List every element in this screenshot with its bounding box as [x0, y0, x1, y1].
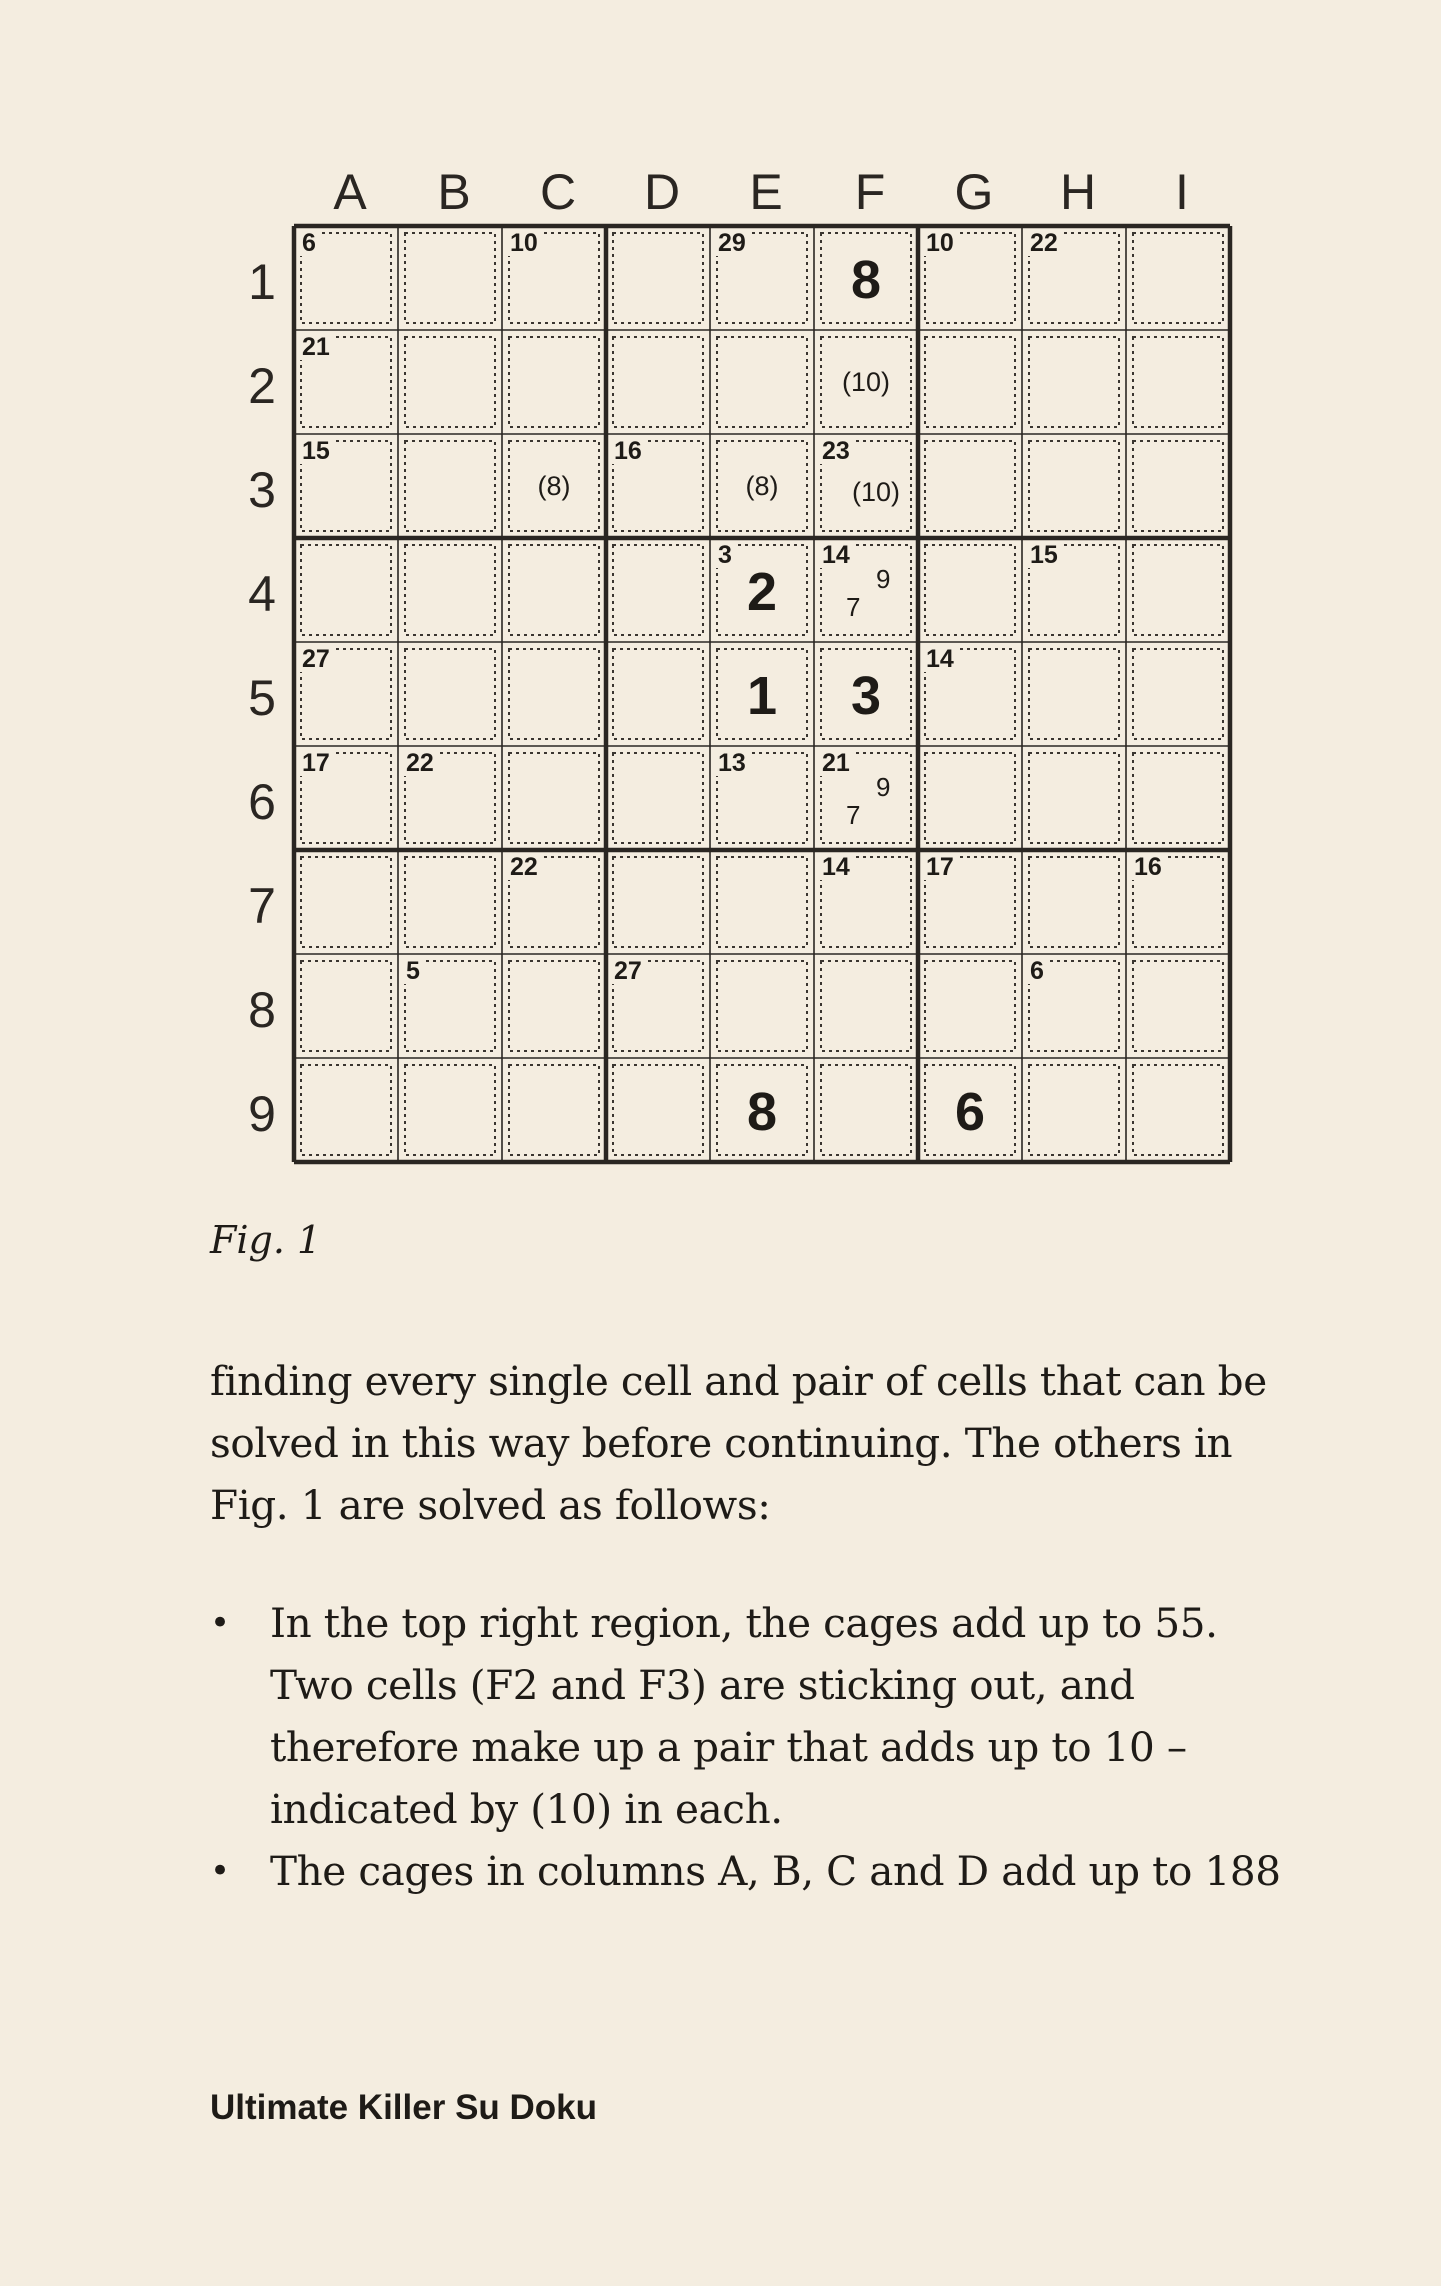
cage-outline — [509, 961, 599, 1051]
cage-outline — [405, 857, 495, 947]
solved-digit: 8 — [746, 1082, 778, 1142]
column-label: D — [643, 164, 681, 220]
column-label: C — [539, 164, 577, 220]
cage-outline — [1029, 649, 1119, 739]
cage-outline — [1133, 961, 1223, 1051]
cage-cell — [1022, 954, 1126, 1058]
cage-sum-label: 5 — [406, 957, 420, 985]
cage-sum-label: 27 — [302, 645, 330, 673]
candidate-cell — [814, 538, 918, 642]
cage-outline — [1133, 441, 1223, 531]
column-label: E — [749, 164, 783, 220]
candidate-digit: 7 — [846, 592, 861, 622]
cage-outline — [717, 857, 807, 947]
book-title-footer: Ultimate Killer Su Doku — [210, 2088, 598, 2127]
cage-cell — [606, 434, 710, 538]
pair-note-cell — [814, 434, 918, 538]
cage-sum-label: 14 — [926, 645, 954, 673]
cage-sum-label: 22 — [510, 853, 538, 881]
column-label: G — [954, 164, 994, 220]
cage-outline — [405, 545, 495, 635]
pair-sum-note: (8) — [537, 471, 571, 501]
candidate-digit: 7 — [846, 800, 861, 830]
cage-sum-label: 10 — [926, 229, 954, 257]
cage-outline — [1133, 1065, 1223, 1155]
cage-outline — [301, 1065, 391, 1155]
cage-outline — [1133, 545, 1223, 635]
cage-outline — [821, 961, 911, 1051]
cage-cell — [502, 226, 606, 330]
cage-outline — [613, 753, 703, 843]
solved-digit: 1 — [746, 666, 778, 726]
cage-outline — [1029, 441, 1119, 531]
solved-digit: 3 — [850, 666, 882, 726]
column-label: A — [333, 164, 367, 220]
candidate-cell — [814, 746, 918, 850]
solved-digit: 2 — [746, 562, 778, 622]
cage-sum-label: 16 — [1134, 853, 1162, 881]
cage-cell — [918, 226, 1022, 330]
cage-outline — [717, 961, 807, 1051]
cage-sum-label: 6 — [302, 229, 316, 257]
cage-sum-label: 21 — [822, 749, 850, 777]
row-label: 8 — [248, 982, 276, 1038]
cage-outline — [925, 753, 1015, 843]
cage-cell — [1022, 226, 1126, 330]
cage-sum-label: 15 — [1030, 541, 1058, 569]
cage-outline — [509, 753, 599, 843]
bullet-item: • The cages in columns A, B, C and D add up to 188 — [210, 1840, 1290, 1902]
pair-note-cell — [814, 330, 918, 434]
candidate-digit: 9 — [876, 564, 891, 594]
cage-outline — [1029, 1065, 1119, 1155]
cage-sum-label: 22 — [1030, 229, 1058, 257]
cage-cell — [294, 642, 398, 746]
cage-cell — [918, 642, 1022, 746]
cage-outline — [821, 1065, 911, 1155]
cage-outline — [1029, 857, 1119, 947]
pair-sum-note: (10) — [841, 367, 890, 397]
cage-cell — [606, 954, 710, 1058]
cage-outline — [613, 545, 703, 635]
cage-outline — [717, 337, 807, 427]
cage-outline — [1029, 753, 1119, 843]
candidate-digit: 9 — [876, 772, 891, 802]
bullet-item: • In the top right region, the cages add up to 55. Two cells (F2 and F3) are sticking out, and therefore make up a pair that adds up to 10 – indicated by (10) in each. — [210, 1592, 1290, 1840]
row-label: 7 — [248, 878, 276, 934]
cage-sum-label: 6 — [1030, 957, 1044, 985]
cage-outline — [613, 337, 703, 427]
cage-cell — [1126, 850, 1230, 954]
intro-paragraph: finding every single cell and pair of cells that can be solved in this way before continuing. The others in Fig. 1 are solved as follows: — [210, 1357, 1267, 1529]
cage-outline — [1133, 233, 1223, 323]
cage-outline — [301, 545, 391, 635]
solved-cell — [710, 538, 814, 642]
cage-cell — [398, 746, 502, 850]
cage-outline — [405, 1065, 495, 1155]
cage-cell — [710, 226, 814, 330]
solved-digit: 6 — [954, 1082, 986, 1142]
cage-sum-label: 22 — [406, 749, 434, 777]
cage-sum-label: 14 — [822, 853, 850, 881]
column-label: F — [854, 164, 886, 220]
killer-sudoku-grid — [294, 226, 1242, 1174]
cage-outline — [405, 441, 495, 531]
cage-sum-label: 10 — [510, 229, 538, 257]
solved-cell — [710, 1058, 814, 1162]
cage-sum-label: 3 — [718, 541, 732, 569]
row-label: 1 — [248, 254, 276, 310]
cage-sum-label: 23 — [822, 437, 850, 465]
cage-outline — [925, 545, 1015, 635]
cage-sum-label: 27 — [614, 957, 642, 985]
cage-sum-label: 15 — [302, 437, 330, 465]
row-label: 2 — [248, 358, 276, 414]
cage-outline — [301, 857, 391, 947]
pair-note-cell — [502, 434, 606, 538]
cage-outline — [1133, 753, 1223, 843]
solved-cell — [710, 642, 814, 746]
cage-sum-label: 16 — [614, 437, 642, 465]
solved-cell — [814, 642, 918, 746]
bullet-list — [210, 1592, 1290, 1902]
row-label: 9 — [248, 1086, 276, 1142]
cage-sum-label: 13 — [718, 749, 746, 777]
cage-sum-label: 17 — [302, 749, 330, 777]
cage-outline — [925, 441, 1015, 531]
cage-outline — [925, 337, 1015, 427]
cage-outline — [405, 649, 495, 739]
cage-outline — [613, 649, 703, 739]
cage-cell — [1022, 538, 1126, 642]
cage-cell — [294, 746, 398, 850]
cage-cell — [918, 850, 1022, 954]
cage-cell — [294, 226, 398, 330]
column-label: B — [437, 164, 471, 220]
cage-sum-label: 17 — [926, 853, 954, 881]
column-label: H — [1059, 164, 1097, 220]
row-label: 3 — [248, 462, 276, 518]
cage-outline — [509, 649, 599, 739]
cage-outline — [925, 961, 1015, 1051]
row-label: 5 — [248, 670, 276, 726]
solved-cell — [814, 226, 918, 330]
cage-outline — [1029, 337, 1119, 427]
cage-outline — [613, 857, 703, 947]
column-label: I — [1175, 164, 1189, 220]
cage-outline — [1133, 649, 1223, 739]
cage-outline — [1133, 337, 1223, 427]
cage-outline — [301, 961, 391, 1051]
figure-caption: Fig. 1 — [210, 1218, 322, 1262]
pair-note-cell — [710, 434, 814, 538]
cage-sum-label: 14 — [822, 541, 850, 569]
cage-cell — [502, 850, 606, 954]
cage-outline — [405, 233, 495, 323]
cage-sum-label: 29 — [718, 229, 746, 257]
pair-sum-note: (10) — [851, 477, 900, 507]
cage-cell — [710, 746, 814, 850]
cage-outline — [509, 337, 599, 427]
cage-cell — [814, 850, 918, 954]
cage-cell — [398, 954, 502, 1058]
row-label: 6 — [248, 774, 276, 830]
cage-outline — [509, 1065, 599, 1155]
row-label: 4 — [248, 566, 276, 622]
body-text — [210, 1350, 1290, 1902]
pair-sum-note: (8) — [745, 471, 779, 501]
cage-outline — [613, 233, 703, 323]
cage-outline — [509, 545, 599, 635]
solved-digit: 8 — [850, 250, 882, 310]
cage-outline — [613, 1065, 703, 1155]
cage-cell — [294, 330, 398, 434]
cage-outline — [405, 337, 495, 427]
cage-sum-label: 21 — [302, 333, 330, 361]
solved-cell — [918, 1058, 1022, 1162]
cage-cell — [294, 434, 398, 538]
